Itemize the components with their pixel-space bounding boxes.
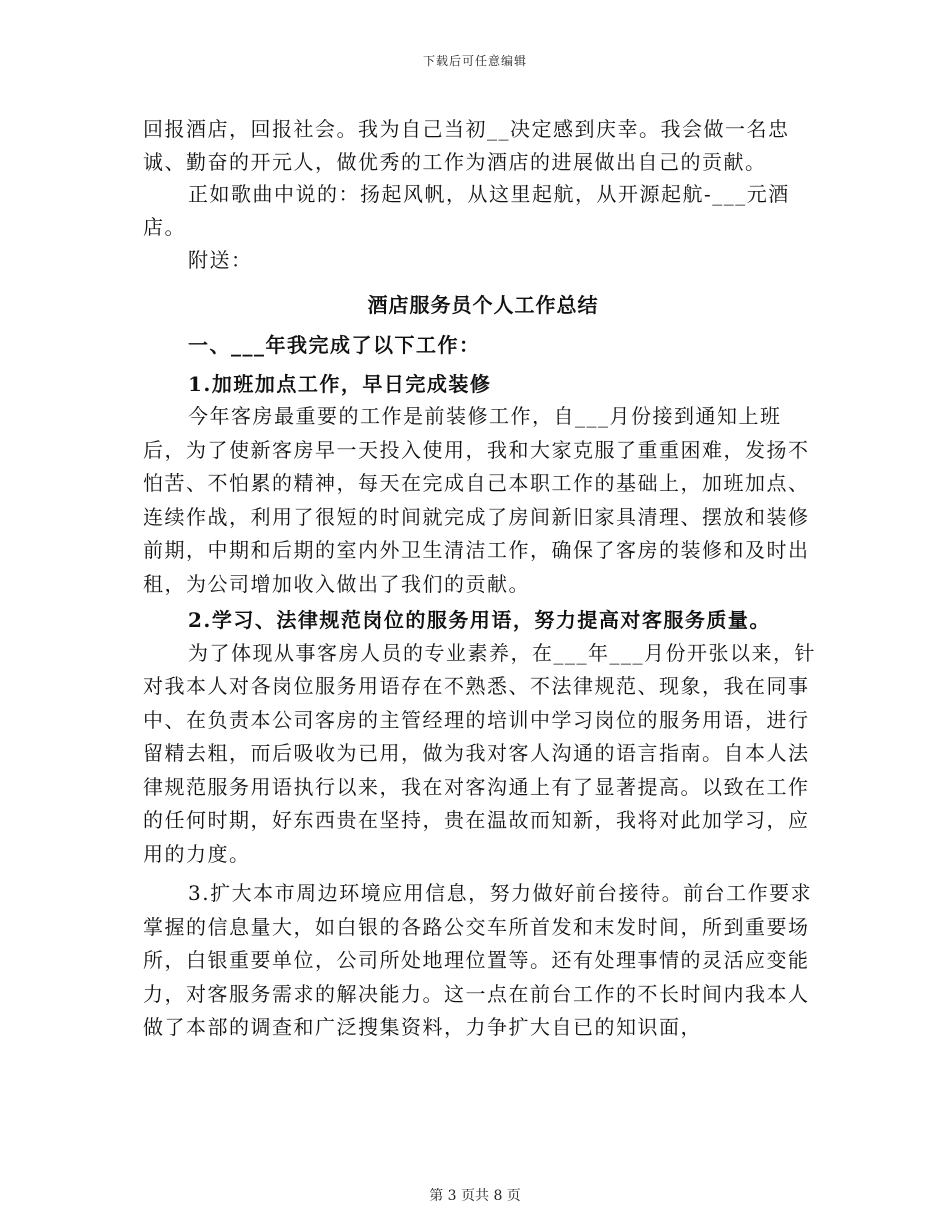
paragraph-service-language: 为了体现从事客房人员的专业素养，在___年___月份开张以来，针对我本人对各岗位服务用语存在不熟悉、不法律规范、现象，我在同事中、在负责本公司客房的主管经理的培训中学习岗位的服务用语，进行留精去粗，而后吸收为已用，做为我对客人沟通的语言指南。自本人法律规范服务用语执行以来，我在对客沟通上有了显著提高。以致在工作的任何时期，好东西贵在坚持，贵在温故而知新，我将对此加学习，应用的力度。 — [143, 640, 816, 866]
paragraph-appendix-label: 附送： — [188, 248, 253, 272]
paragraph-front-desk: 3.扩大本市周边环境应用信息，努力做好前台接待。前台工作要求掌握的信息量大，如白银的各路公交车所首发和末发时间，所到重要场所，白银重要单位，公司所处地理位置等。还有处理事情的灵活应变能力，对客服务需求的解决能力。这一点在前台工作的不长时间内我本人做了本部的调查和广泛搜集资料，力争扩大自已的知识面， — [143, 881, 813, 1039]
page-header: 下载后可任意编辑 — [422, 54, 527, 68]
heading-overtime: 1.加班加点工作，早日完成装修 — [188, 371, 492, 396]
paragraph-closing: 回报酒店，回报社会。我为自己当初__决定感到庆幸。我会做一名忠诚、勤奋的开元人，做优秀的工作为酒店的进展做出自己的贡献。 — [143, 117, 790, 174]
heading-work-done: 一、___年我完成了以下工作： — [188, 333, 481, 357]
section-title: 酒店服务员个人工作总结 — [367, 292, 599, 317]
page-footer: 第 3 页共 8 页 — [429, 1188, 521, 1204]
heading-service-language: 2.学习、法律规范岗位的服务用语，努力提高对客服务质量。 — [188, 608, 771, 632]
paragraph-renovation: 今年客房最重要的工作是前装修工作，自___月份接到通知上班后，为了使新客房早一天投入使用，我和大家克服了重重困难，发扬不怕苦、不怕累的精神，每天在完成自己本职工作的基础上，加班加点、连续作战，利用了很短的时间就完成了房间新旧家具清理、摆放和装修前期，中期和后期的室内外卫生清洁工作，确保了客房的装修和及时出租，为公司增加收入做出了我们的贡献。 — [143, 404, 810, 596]
document-body — [143, 113, 823, 1045]
paragraph-song-quote: 正如歌曲中说的：扬起风帆，从这里起航，从开源起航-___元酒店。 — [143, 182, 790, 239]
